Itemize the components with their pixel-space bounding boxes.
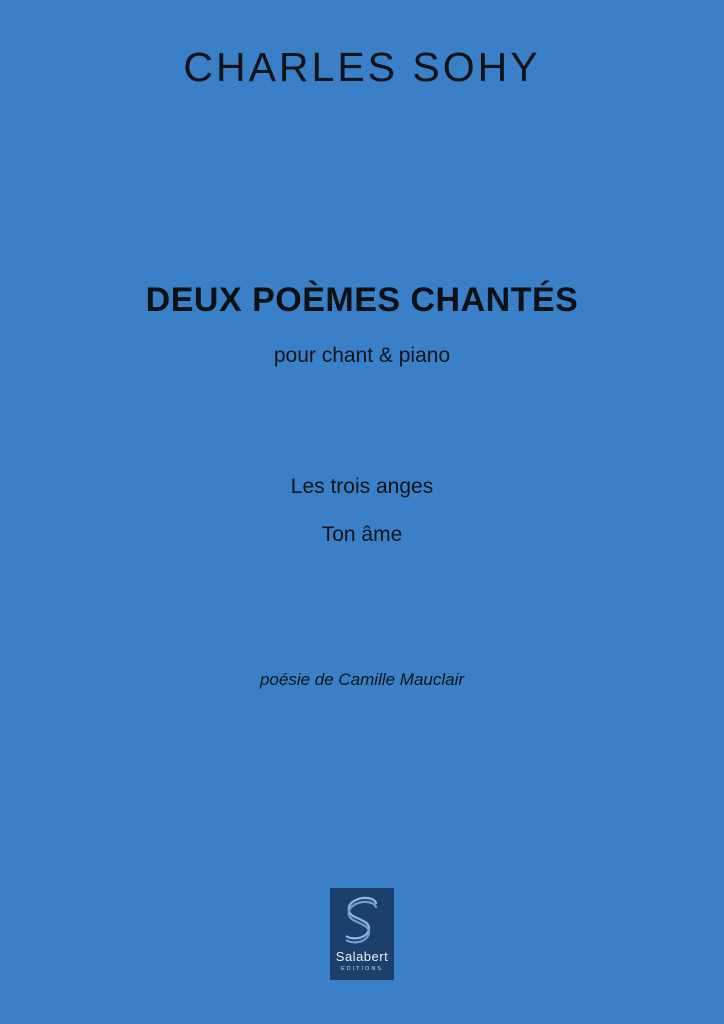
movement-list [0,463,724,559]
list-item: Ton âme [321,523,403,546]
publisher-subtitle: EDITIONS [341,966,383,972]
publisher-logo [330,888,394,980]
salabert-s-mark-icon [330,894,394,946]
instrumentation-subtitle: pour chant & piano [273,344,451,367]
composer-name: CHARLES SOHY [183,44,541,90]
publisher-name: Salabert [335,949,389,964]
list-item: Les trois anges [290,475,434,498]
poet-credit: poésie de Camille Mauclair [259,670,465,689]
work-title: DEUX POÈMES CHANTÉS [145,281,579,319]
